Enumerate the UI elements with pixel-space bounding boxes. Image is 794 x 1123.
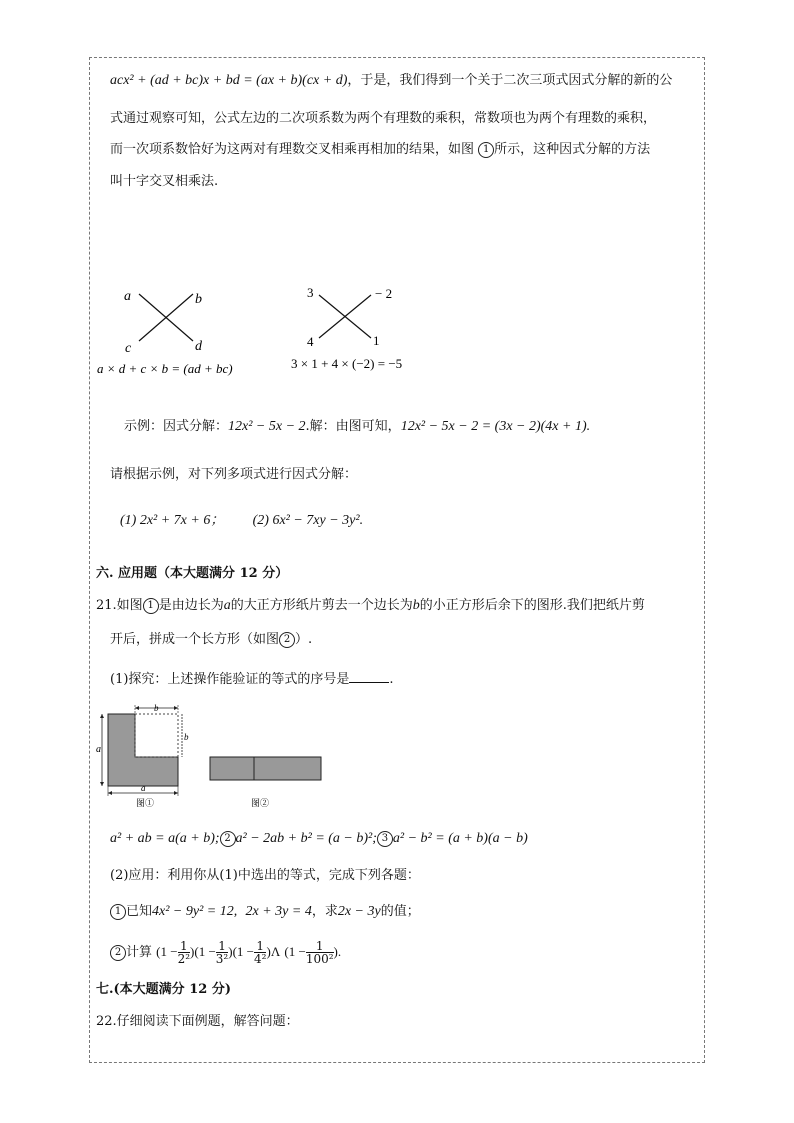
instruction: 请根据示例，对下列多项式进行因式分解： — [110, 467, 358, 482]
q21-line2-b: ）. — [295, 632, 313, 647]
fraction-3-den: 4² — [254, 952, 267, 966]
problem-2: (2) 6x² − 7xy − 3y². — [252, 513, 364, 528]
fraction-1-num: 1 — [178, 940, 190, 953]
q21-line2-a: 开后，拼成一个长方形（如图 — [110, 632, 280, 647]
sub1-expr1: 4x² − 9y² = 12, — [152, 904, 238, 919]
cross-left-caption: a × d + c × b = (ad + bc) — [97, 361, 233, 376]
q21-text-d: 的小正方形后余下的图形.我们把纸片剪 — [419, 598, 645, 613]
fraction-4 — [306, 940, 334, 965]
label-3: 3 — [307, 285, 314, 300]
sub1-text-b: ，求 — [311, 904, 338, 919]
label-1: 1 — [373, 333, 380, 348]
fraction-1-den: 2² — [177, 952, 191, 966]
section7-title: 七.(本大题满分 12 分) — [96, 982, 231, 997]
answer-blank[interactable] — [349, 670, 389, 683]
q22-line: 22.仔细阅读下面例题，解答问题： — [96, 1014, 299, 1029]
fraction-4-den: 100² — [305, 952, 334, 966]
sub2-line — [110, 938, 341, 967]
sub1-expr3: 2x − 3y — [337, 904, 381, 919]
circled-number: 3 — [377, 831, 393, 847]
circled-number: 1 — [110, 904, 126, 920]
label-b-top: b — [154, 703, 159, 713]
sub1-text-c: 的值； — [380, 904, 420, 919]
para1-line1 — [110, 73, 672, 89]
example-expr: 12x² − 5x − 2 — [228, 419, 306, 434]
ellipsis: Λ — [270, 944, 281, 959]
label-minus2: − 2 — [375, 286, 393, 301]
part1-end: . — [389, 672, 394, 687]
factor-3-post: ) — [266, 944, 271, 959]
section6-title: 六. 应用题（本大题满分 12 分） — [96, 566, 289, 581]
sub1-line — [110, 904, 420, 920]
circled-number: 2 — [279, 632, 295, 648]
factor-1-pre: (1 − — [156, 944, 178, 959]
cross-left — [97, 289, 233, 376]
figure-1-l-shape — [96, 703, 189, 808]
q21-part1 — [110, 670, 394, 688]
equation-3: a² − b² = (a + b)(a − b) — [392, 831, 528, 846]
label-a: a — [124, 289, 131, 304]
fraction-2 — [216, 940, 228, 965]
equation-1: a² + ab = a(a + b); — [110, 831, 220, 846]
label-c: c — [125, 341, 132, 356]
circled-number: 1 — [478, 142, 494, 158]
sub1-text-a: 已知 — [126, 904, 153, 919]
part1-text: (1)探究：上述操作能验证的等式的序号是 — [110, 672, 350, 687]
label-4: 4 — [307, 334, 314, 349]
para1-line4: 叫十字交叉相乘法. — [110, 174, 219, 189]
example-mid: .解：由图可知， — [305, 419, 401, 434]
fraction-4-num: 1 — [306, 940, 334, 953]
circled-number: 1 — [143, 598, 159, 614]
para1-text-a: ，于是，我们得到一个关于二次三项式因式分解的新的公 — [347, 73, 673, 88]
fraction-1 — [178, 940, 190, 965]
cross-right — [291, 285, 402, 371]
label-b: b — [195, 292, 202, 307]
factor-2-pre: (1 − — [194, 944, 216, 959]
cross-diagrams — [95, 280, 415, 380]
equations-line — [110, 831, 528, 847]
para1-line3-a: 而一次项系数恰好为这两对有理数交叉相乘再相加的结果，如图 — [110, 142, 475, 157]
part2: (2)应用：利用你从(1)中选出的等式，完成下列各题： — [110, 868, 420, 883]
q21-line1 — [96, 598, 645, 614]
circled-number: 2 — [220, 831, 236, 847]
factor-3-pre: (1 − — [232, 944, 255, 959]
cross-right-caption: 3 × 1 + 4 × (−2) = −5 — [291, 356, 403, 371]
problems — [120, 513, 363, 529]
label-b-side: b — [184, 732, 189, 742]
equation-2: a² − 2ab + b² = (a − b)²; — [235, 831, 377, 846]
fraction-3 — [254, 940, 266, 965]
para1-line2: 式通过观察可知，公式左边的二次项系数为两个有理数的乘积，常数项也为两个有理数的乘积， — [110, 111, 657, 126]
figure-1-caption: 图① — [136, 798, 155, 808]
q21-text-c: 的大正方形纸片剪去一个边长为 — [230, 598, 413, 613]
label-a-side: a — [96, 744, 101, 755]
example-line — [124, 419, 590, 435]
fraction-2-den: 3² — [215, 952, 229, 966]
q21-line2 — [110, 632, 312, 648]
sub1-expr2: 2x + 3y = 4 — [245, 904, 312, 919]
factor-2-post: ) — [228, 944, 233, 959]
var-a: a — [223, 598, 231, 613]
factor-4-pre: (1 − — [284, 944, 306, 959]
para1-line3 — [110, 142, 650, 158]
label-d: d — [195, 339, 202, 354]
square-figures — [94, 700, 334, 810]
q21-text-a: 21.如图 — [96, 598, 143, 613]
circled-number: 2 — [110, 945, 126, 961]
formula: acx² + (ad + bc)x + bd = (ax + b)(cx + d) — [110, 73, 348, 88]
q21-text-b: 是由边长为 — [158, 598, 224, 613]
fraction-2-num: 1 — [216, 940, 228, 953]
para1-line3-b: 所示，这种因式分解的方法 — [494, 142, 651, 157]
figure-2-caption: 图② — [251, 798, 270, 808]
fraction-3-num: 1 — [254, 940, 266, 953]
factor-1-post: ) — [190, 944, 195, 959]
problem-1: (1) 2x² + 7x + 6； — [120, 513, 225, 528]
var-b: b — [412, 598, 420, 613]
label-a-bottom: a — [141, 783, 146, 793]
sub2-text: 计算 — [126, 945, 153, 960]
example-result: 12x² − 5x − 2 = (3x − 2)(4x + 1). — [400, 419, 591, 434]
figure-2-rectangle — [210, 757, 321, 808]
factor-4-post: ). — [333, 944, 342, 959]
example-label: 示例：因式分解： — [124, 419, 229, 434]
